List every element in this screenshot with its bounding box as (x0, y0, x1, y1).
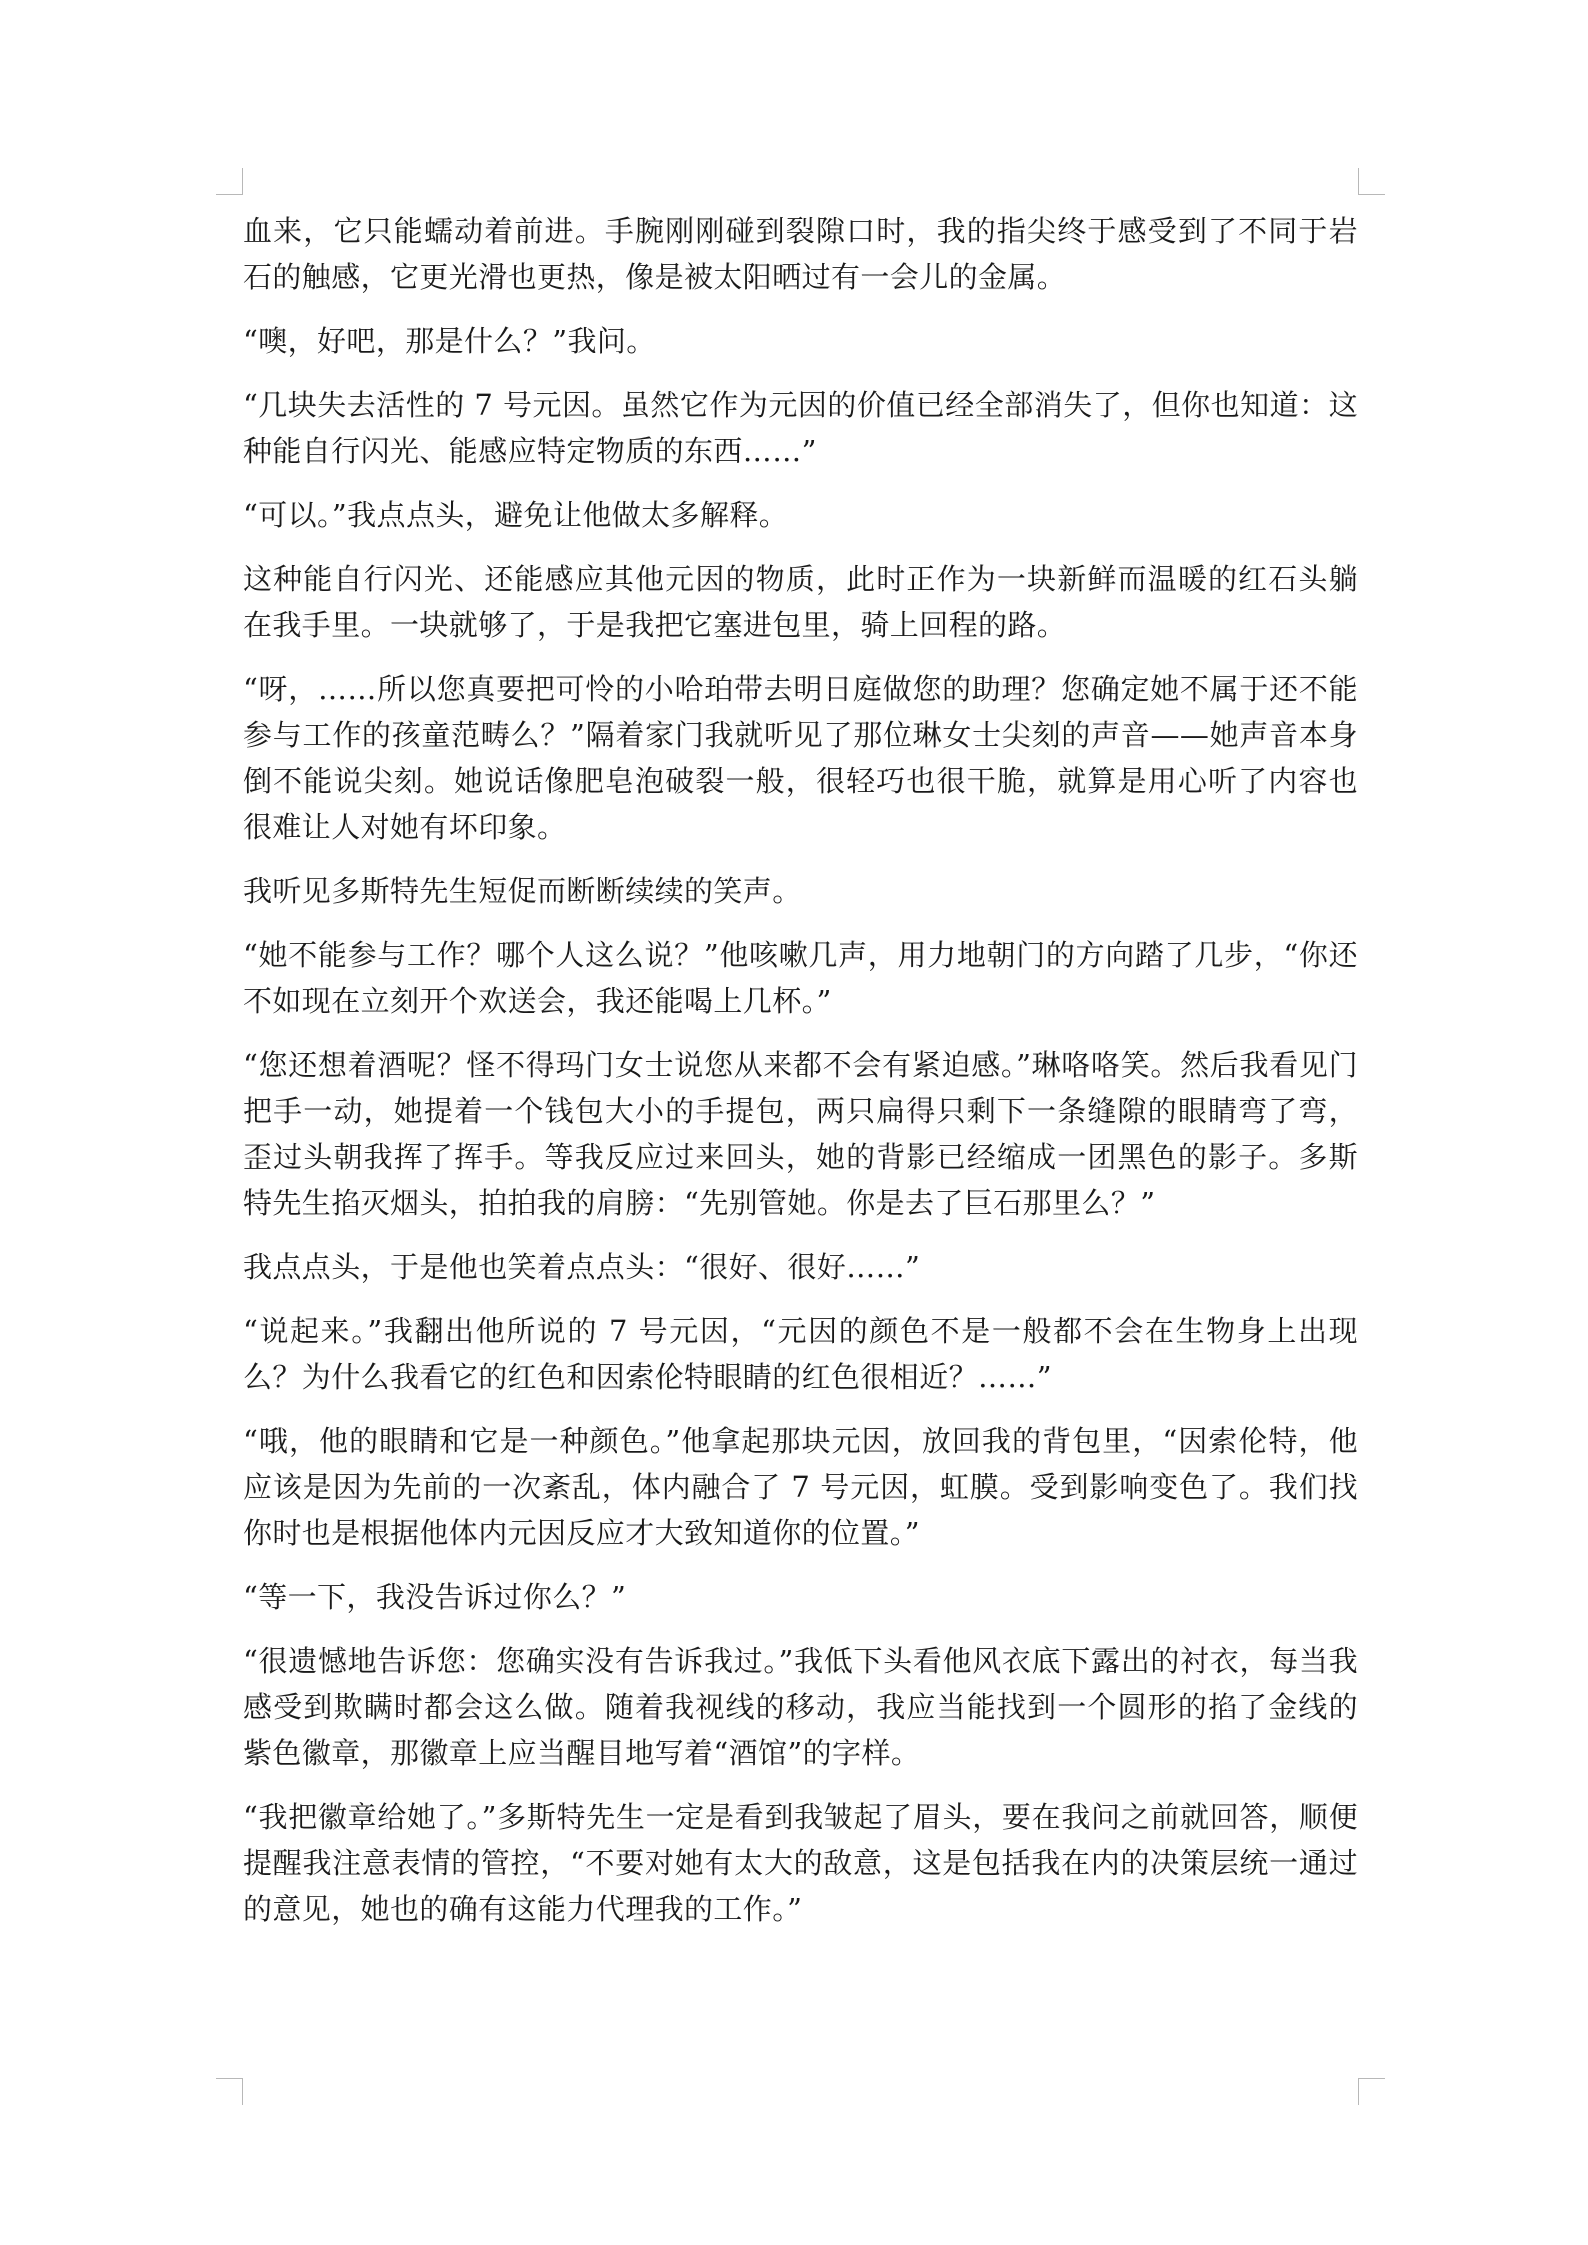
paragraph: “我把徽章给她了。”多斯特先生一定是看到我皱起了眉头，要在我问之前就回答，顺便提醒我注意表情的管控，“不要对她有太大的敌意，这是包括我在内的决策层统一通过的意见，她也的确有这能力代理我的工作。” (243, 1800, 1358, 1926)
paragraph: 我听见多斯特先生短促而断断续续的笑声。 (243, 874, 802, 908)
paragraph: “您还想着酒呢？怪不得玛门女士说您从来都不会有紧迫感。”琳咯咯笑。然后我看见门把手一动，她提着一个钱包大小的手提包，两只扁得只剩下一条缝隙的眼睛弯了弯，歪过头朝我挥了挥手。等我反应过来回头，她的背影已经缩成一团黑色的影子。多斯特先生掐灭烟头，拍拍我的肩膀：“先别管她。你是去了巨石那里么？” (243, 1048, 1358, 1220)
crop-mark-bottom-left (216, 2078, 243, 2105)
paragraph: “说起来。”我翻出他所说的 7 号元因，“元因的颜色不是一般都不会在生物身上出现么？为什么我看它的红色和因索伦特眼睛的红色很相近？……” (243, 1314, 1358, 1394)
crop-mark-top-right (1358, 168, 1385, 195)
paragraph: 血来，它只能蠕动着前进。手腕刚刚碰到裂隙口时，我的指尖终于感受到了不同于岩石的触感，它更光滑也更热，像是被太阳晒过有一会儿的金属。 (243, 214, 1358, 294)
document-body (243, 208, 1358, 1950)
paragraph: “她不能参与工作？哪个人这么说？”他咳嗽几声，用力地朝门的方向踏了几步，“你还不如现在立刻开个欢送会，我还能喝上几杯。” (243, 938, 1358, 1018)
paragraph: “等一下，我没告诉过你么？” (243, 1580, 627, 1614)
paragraph: 我点点头，于是他也笑着点点头：“很好、很好……” (243, 1250, 921, 1284)
crop-mark-bottom-right (1358, 2078, 1385, 2105)
paragraph: “噢，好吧，那是什么？”我问。 (243, 324, 656, 358)
paragraph: “很遗憾地告诉您：您确实没有告诉我过。”我低下头看他风衣底下露出的衬衣，每当我感受到欺瞒时都会这么做。随着我视线的移动，我应当能找到一个圆形的掐了金线的紫色徽章，那徽章上应当醒目地写着“酒馆”的字样。 (243, 1644, 1358, 1770)
crop-mark-top-left (216, 168, 243, 195)
paragraph: “几块失去活性的 7 号元因。虽然它作为元因的价值已经全部消失了，但你也知道：这种能自行闪光、能感应特定物质的东西……” (243, 388, 1358, 468)
paragraph: 这种能自行闪光、还能感应其他元因的物质，此时正作为一块新鲜而温暖的红石头躺在我手里。一块就够了，于是我把它塞进包里，骑上回程的路。 (243, 562, 1358, 642)
paragraph: “可以。”我点点头，避免让他做太多解释。 (243, 498, 789, 532)
paragraph: “哦，他的眼睛和它是一种颜色。”他拿起那块元因，放回我的背包里，“因索伦特，他应该是因为先前的一次紊乱，体内融合了 7 号元因，虹膜。受到影响变色了。我们找你时也是根据他体内元因反应才大致知道你的位置。” (243, 1424, 1358, 1550)
paragraph: “呀，……所以您真要把可怜的小哈珀带去明日庭做您的助理？您确定她不属于还不能参与工作的孩童范畴么？”隔着家门我就听见了那位琳女士尖刻的声音——她声音本身倒不能说尖刻。她说话像肥皂泡破裂一般，很轻巧也很干脆，就算是用心听了内容也很难让人对她有坏印象。 (243, 672, 1358, 844)
